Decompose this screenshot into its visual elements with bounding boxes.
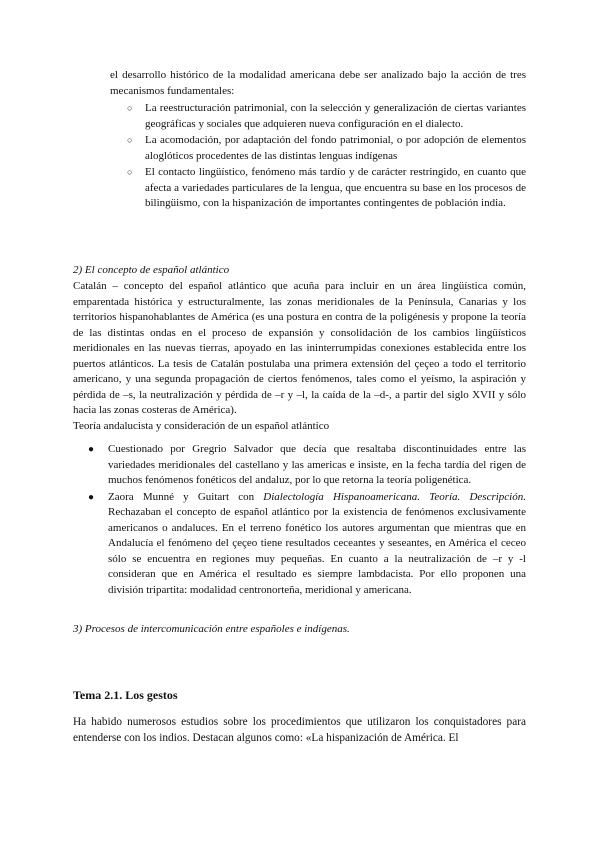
intro-paragraph: el desarrollo histórico de la modalidad americana debe ser analizado bajo la acción de tres mecanismos fundamentales:: [110, 69, 526, 97]
tema-title: Tema 2.1. Los gestos: [73, 688, 178, 702]
tema-paragraph: Ha habido numerosos estudios sobre los procedimientos que utilizaron los conquistadores para entenderse con los indios. Destacan algunos como: «La hispanización de América. El: [73, 716, 526, 744]
list-item: ○ La reestructuración patrimonial, con la selección y generalización de ciertas variantes geográficas y sociales que adquieren nueva configuración en el dialecto.: [127, 102, 526, 130]
list-item: ● Zaora Munné y Guitart con Dialectología Hispanoamericana. Teoría. Descripción. Rechazaban el concepto de español atlántico por la existencia de fenómenos exclusivamente americanos o andaluces. En el terreno fonético los autores argumentan que mientras que en Andalucía el fenómeno del çeçeo tiene resultados ceceantes y seseantes, en América el ceceo sólo se encuentra en regiones muy pequeñas. En cuanto a la neutralización de –r y -l consideran que en América el resultado es siempre lambdacista. Por ello proponen una división tripartita: modalidad centronorteña, meridional y americana.: [88, 490, 526, 596]
circle-bullet-icon: ○: [127, 103, 133, 113]
circle-bullet-icon: ○: [127, 167, 133, 177]
section2-subheading: Teoría andalucista y consideración de un español atlántico: [73, 419, 330, 432]
circle-bullet-icon: ○: [127, 135, 133, 145]
dot-bullet-icon: ●: [88, 491, 95, 503]
list-item: ○ El contacto lingüístico, fenómeno más tardío y de carácter restringido, en cuanto que afecta a variedades particulares de la lengua, que encuentra su base en los procesos de bilingüismo, con la hispanización de importantes contingentes de población india.: [127, 166, 526, 209]
theory-bullet-list: [88, 442, 526, 599]
mechanisms-list: [127, 101, 526, 213]
section2-paragraph: Catalán – concepto del español atlántico que acuña para incluir en un área lingüística común, emparentada histórica y estructuralmente, las zonas meridionales de la Península, Canarias y los territorios hispanohablantes de América (es una postura en contra de la poligénesis y propone la teoría de las distintas ondas en el proceso de expansión y consolidación de los cambios lingüísticos meridionales en las nuevas tierras, apoyado en las ininterrumpidas conexiones establecida entre los puertos atlánticos. La tesis de Catalán postulaba una primera extensión del çeçeo a todo el territorio americano, y una segunda propagación de ciertos fenómenos, tales como el yeísmo, la aspiración y pérdida de –s, la neutralización y pérdida de –r y –l, la caída de la –d-, a partir del siglo XVII y sólo hacia las zonas costeras de América). Teoría andalucista y consideración de un español atlántico: [73, 280, 526, 432]
list-item: ○ La acomodación, por adaptación del fondo patrimonial, o por adopción de elementos aloglóticos procedentes de las distintas lenguas indígenas: [127, 134, 526, 162]
list-item: ● Cuestionado por Gregrio Salvador que decía que resaltaba discontinuidades entre las variedades meridionales del castellano y las americas e insiste, en la fecha tardía del rigen de muchos fenómenos fonéticos del andaluz, por lo que retorna la teoría poligenética.: [88, 443, 526, 486]
section3-heading: 3) Procesos de intercomunicación entre españoles e indígenas.: [73, 623, 350, 635]
section2-heading: 2) El concepto de español atlántico: [73, 264, 230, 276]
book-title: Dialectología Hispanoamericana. Teoría. Descripción.: [263, 490, 526, 503]
dot-bullet-icon: ●: [88, 444, 95, 455]
